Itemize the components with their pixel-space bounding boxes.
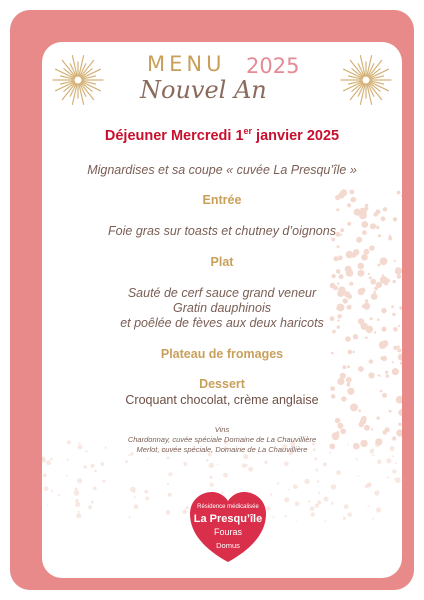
- fromages-heading: Plateau de fromages: [160, 347, 284, 361]
- wine-item-2: Merlot, cuvée spéciale, Domaine de La Chauvillière: [136, 445, 308, 454]
- plat-item-3: et poêlée de fèves aux deux haricots: [120, 316, 324, 330]
- menu-subtitle: Nouvel An: [140, 76, 267, 104]
- wines-heading: Vins: [214, 425, 230, 434]
- entree-heading: Entrée: [202, 193, 242, 207]
- menu-title: MENU: [147, 52, 226, 76]
- dessert-heading: Dessert: [199, 377, 245, 391]
- wine-item-1: Chardonnay, cuvée spéciale Domaine de La Chauvillière: [127, 435, 317, 444]
- menu-card: [42, 42, 402, 578]
- menu-frame: [10, 10, 414, 590]
- firework-icon-right: [338, 52, 394, 108]
- plat-item-1: Sauté de cerf sauce grand veneur: [127, 286, 317, 300]
- entree-item: Foie gras sur toasts et chutney d’oignons: [108, 224, 336, 238]
- logo-line-4: Domus: [216, 541, 240, 550]
- logo-line-3: Fouras: [213, 527, 242, 537]
- logo-line-2: La Presqu’île: [193, 513, 263, 525]
- dessert-item: Croquant chocolat, crème anglaise: [125, 393, 319, 407]
- plat-heading: Plat: [210, 255, 234, 269]
- plat-item-2: Gratin dauphinois: [173, 301, 271, 315]
- event-title: Déjeuner Mercredi 1er janvier 2025: [104, 126, 340, 144]
- firework-icon-left: [50, 52, 106, 108]
- logo-line-1: Résidence médicalisée: [197, 504, 259, 510]
- aperitif-line: Mignardises et sa coupe « cuvée La Presqu’île »: [87, 163, 357, 177]
- residence-logo: [188, 490, 268, 564]
- menu-year: 2025: [246, 54, 300, 78]
